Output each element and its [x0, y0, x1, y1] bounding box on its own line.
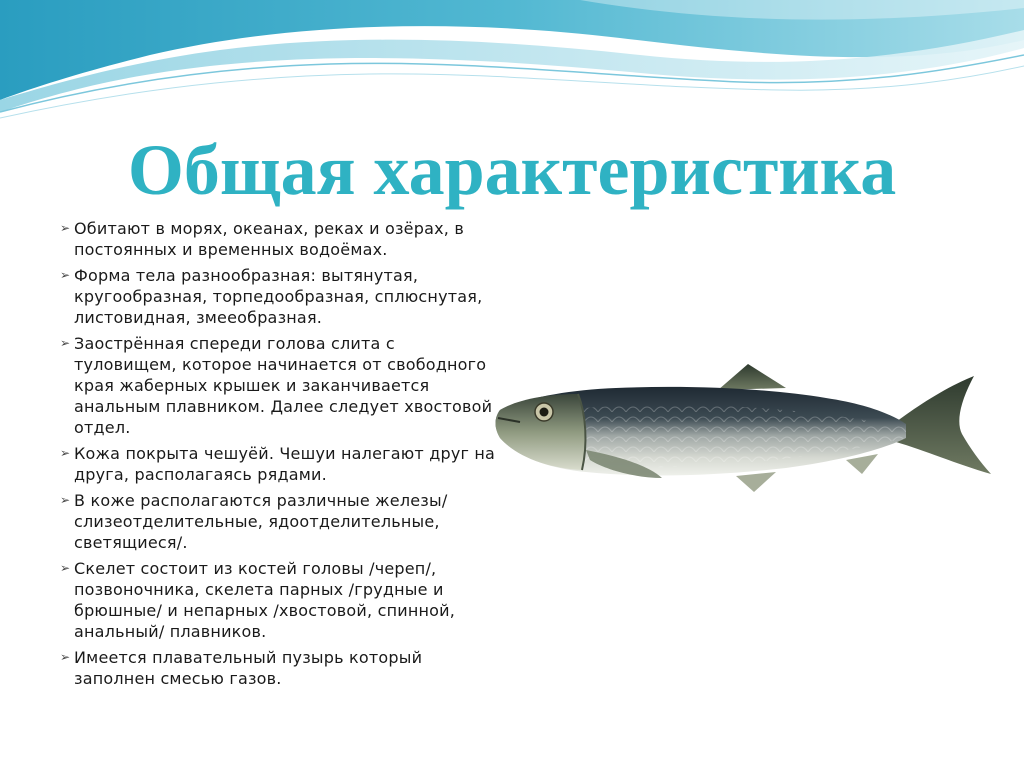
wave-header-decoration	[0, 0, 1024, 130]
list-item-text: Имеется плавательный пузырь который заполнен смесью газов.	[74, 648, 423, 688]
list-item-text: Скелет состоит из костей головы /череп/, позвоночника, скелета парных /грудные и брюшные/ и непарных /хвостовой, спинной, анальный/ плавников.	[74, 559, 456, 641]
arrow-bullet-icon: ➢	[60, 446, 71, 460]
list-item	[60, 443, 500, 485]
arrow-bullet-icon: ➢	[60, 650, 71, 664]
arrow-bullet-icon: ➢	[60, 268, 71, 282]
list-item-text: Форма тела разнообразная: вытянутая, кругообразная, торпедообразная, сплюснутая, листовидная, змееобразная.	[74, 266, 483, 327]
arrow-bullet-icon: ➢	[60, 221, 71, 235]
arrow-bullet-icon: ➢	[60, 561, 71, 575]
list-item	[60, 265, 500, 328]
list-item	[60, 218, 500, 260]
arrow-bullet-icon: ➢	[60, 493, 71, 507]
list-item-text: Кожа покрыта чешуёй. Чешуи налегают друг на друга, располагаясь рядами.	[74, 444, 496, 484]
list-item	[60, 558, 500, 642]
characteristics-list	[60, 218, 500, 694]
list-item	[60, 647, 500, 689]
list-item-text: Обитают в морях, океанах, реках и озёрах, в постоянных и временных водоёмах.	[74, 219, 464, 259]
list-item	[60, 490, 500, 553]
list-item-text: Заострённая спереди голова слита с туловищем, которое начинается от свободного края жаберных крышек и заканчивается анальным плавником. Далее следует хвостовой отдел.	[74, 334, 493, 437]
herring-fish-illustration	[486, 352, 1006, 522]
arrow-bullet-icon: ➢	[60, 336, 71, 350]
list-item-text: В коже располагаются различные железы/слизеотделительные, ядоотделительные, светящиеся/.	[74, 491, 448, 552]
slide-title: Общая характеристика	[127, 130, 897, 210]
list-item	[60, 333, 500, 438]
